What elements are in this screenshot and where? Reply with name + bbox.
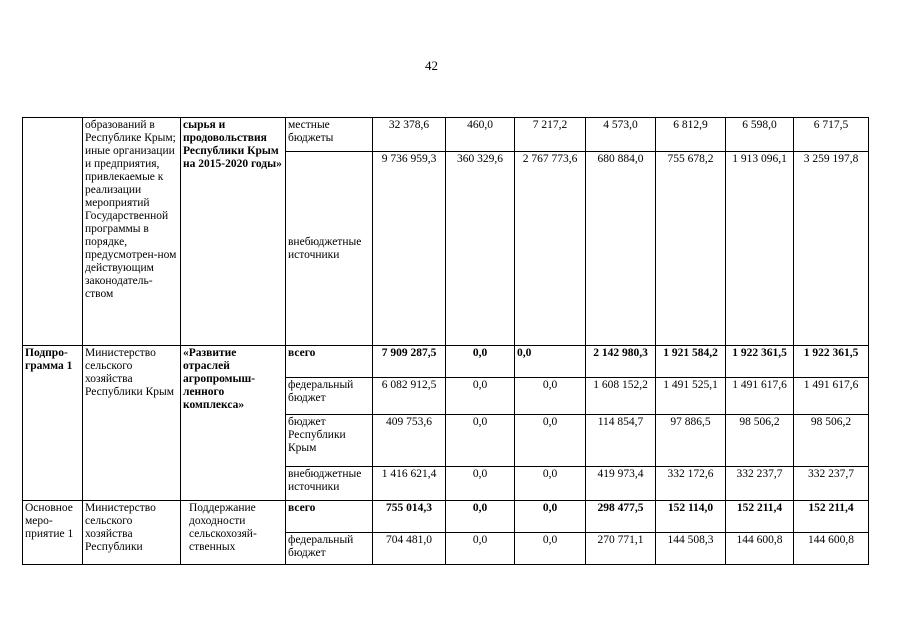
- value-cell: 0,0: [446, 533, 515, 565]
- value-cell: 0,0: [446, 467, 515, 501]
- value-cell: 0,0: [446, 346, 515, 378]
- value-cell: 0,0: [515, 415, 586, 467]
- value-cell: 1 491 617,6: [794, 378, 869, 415]
- table-row: [23, 346, 869, 378]
- executor-cell: Министерство сельского хозяйства Республики: [83, 501, 181, 565]
- value-cell: 1 922 361,5: [726, 346, 794, 378]
- value-cell: 332 172,6: [656, 467, 726, 501]
- source-cell: внебюджетные источники: [286, 152, 373, 346]
- value-cell: 680 884,0: [586, 152, 656, 346]
- source-cell: всего: [286, 501, 373, 533]
- value-cell: 7 909 287,5: [373, 346, 446, 378]
- value-cell: 6 717,5: [794, 118, 869, 152]
- value-cell: 1 608 152,2: [586, 378, 656, 415]
- type-cell: Основное меро-приятие 1: [23, 501, 83, 565]
- page-number: 42: [425, 58, 438, 73]
- value-cell: 755 678,2: [656, 152, 726, 346]
- value-cell: 0,0: [515, 501, 586, 533]
- value-cell: 2 767 773,6: [515, 152, 586, 346]
- source-cell: бюджет Республики Крым: [286, 415, 373, 467]
- value-cell: 755 014,3: [373, 501, 446, 533]
- executor-cell: образований в Республике Крым; иные организации и предприятия, привлекаемые к реализации мероприятий Государственной программы в порядке, предусмотрен-ном действующим законодатель-ством: [83, 118, 181, 346]
- value-cell: 4 573,0: [586, 118, 656, 152]
- value-cell: 360 329,6: [446, 152, 515, 346]
- value-cell: 270 771,1: [586, 533, 656, 565]
- value-cell: 144 508,3: [656, 533, 726, 565]
- value-cell: 6 082 912,5: [373, 378, 446, 415]
- value-cell: 0,0: [515, 346, 586, 378]
- type-cell: Подпро-грамма 1: [23, 346, 83, 501]
- value-cell: 1 922 361,5: [794, 346, 869, 378]
- value-cell: 9 736 959,3: [373, 152, 446, 346]
- value-cell: 32 378,6: [373, 118, 446, 152]
- executor-cell: Министерство сельского хозяйства Республики Крым: [83, 346, 181, 501]
- table-row: [23, 118, 869, 152]
- value-cell: 1 921 584,2: [656, 346, 726, 378]
- table-row: [23, 501, 869, 533]
- value-cell: 332 237,7: [726, 467, 794, 501]
- program-name-cell: «Развитие отраслей агропромыш-ленного комплекса»: [181, 346, 286, 501]
- value-cell: 0,0: [515, 467, 586, 501]
- value-cell: 97 886,5: [656, 415, 726, 467]
- value-cell: 1 913 096,1: [726, 152, 794, 346]
- value-cell: 98 506,2: [794, 415, 869, 467]
- value-cell: 6 812,9: [656, 118, 726, 152]
- source-cell: внебюджетные источники: [286, 467, 373, 501]
- value-cell: 0,0: [515, 378, 586, 415]
- value-cell: 144 600,8: [726, 533, 794, 565]
- value-cell: 409 753,6: [373, 415, 446, 467]
- value-cell: 332 237,7: [794, 467, 869, 501]
- value-cell: 152 211,4: [726, 501, 794, 533]
- value-cell: 3 259 197,8: [794, 152, 869, 346]
- value-cell: 1 491 525,1: [656, 378, 726, 415]
- source-cell: всего: [286, 346, 373, 378]
- value-cell: 6 598,0: [726, 118, 794, 152]
- value-cell: 1 416 621,4: [373, 467, 446, 501]
- value-cell: 152 211,4: [794, 501, 869, 533]
- value-cell: 0,0: [446, 415, 515, 467]
- source-cell: федеральный бюджет: [286, 378, 373, 415]
- value-cell: 144 600,8: [794, 533, 869, 565]
- source-cell: местные бюджеты: [286, 118, 373, 152]
- value-cell: 2 142 980,3: [586, 346, 656, 378]
- program-name-cell: Поддержание доходности сельскохозяй-ственных: [181, 501, 286, 565]
- value-cell: 704 481,0: [373, 533, 446, 565]
- value-cell: 0,0: [515, 533, 586, 565]
- program-name-cell: сырья и продовольствия Республики Крым на 2015-2020 годы»: [181, 118, 286, 346]
- value-cell: 7 217,2: [515, 118, 586, 152]
- value-cell: 1 491 617,6: [726, 378, 794, 415]
- source-cell: федеральный бюджет: [286, 533, 373, 565]
- value-cell: 152 114,0: [656, 501, 726, 533]
- value-cell: 98 506,2: [726, 415, 794, 467]
- value-cell: 460,0: [446, 118, 515, 152]
- value-cell: 114 854,7: [586, 415, 656, 467]
- budget-table: [22, 117, 869, 565]
- value-cell: 0,0: [446, 378, 515, 415]
- value-cell: 419 973,4: [586, 467, 656, 501]
- value-cell: 298 477,5: [586, 501, 656, 533]
- value-cell: 0,0: [446, 501, 515, 533]
- type-cell: [23, 118, 83, 346]
